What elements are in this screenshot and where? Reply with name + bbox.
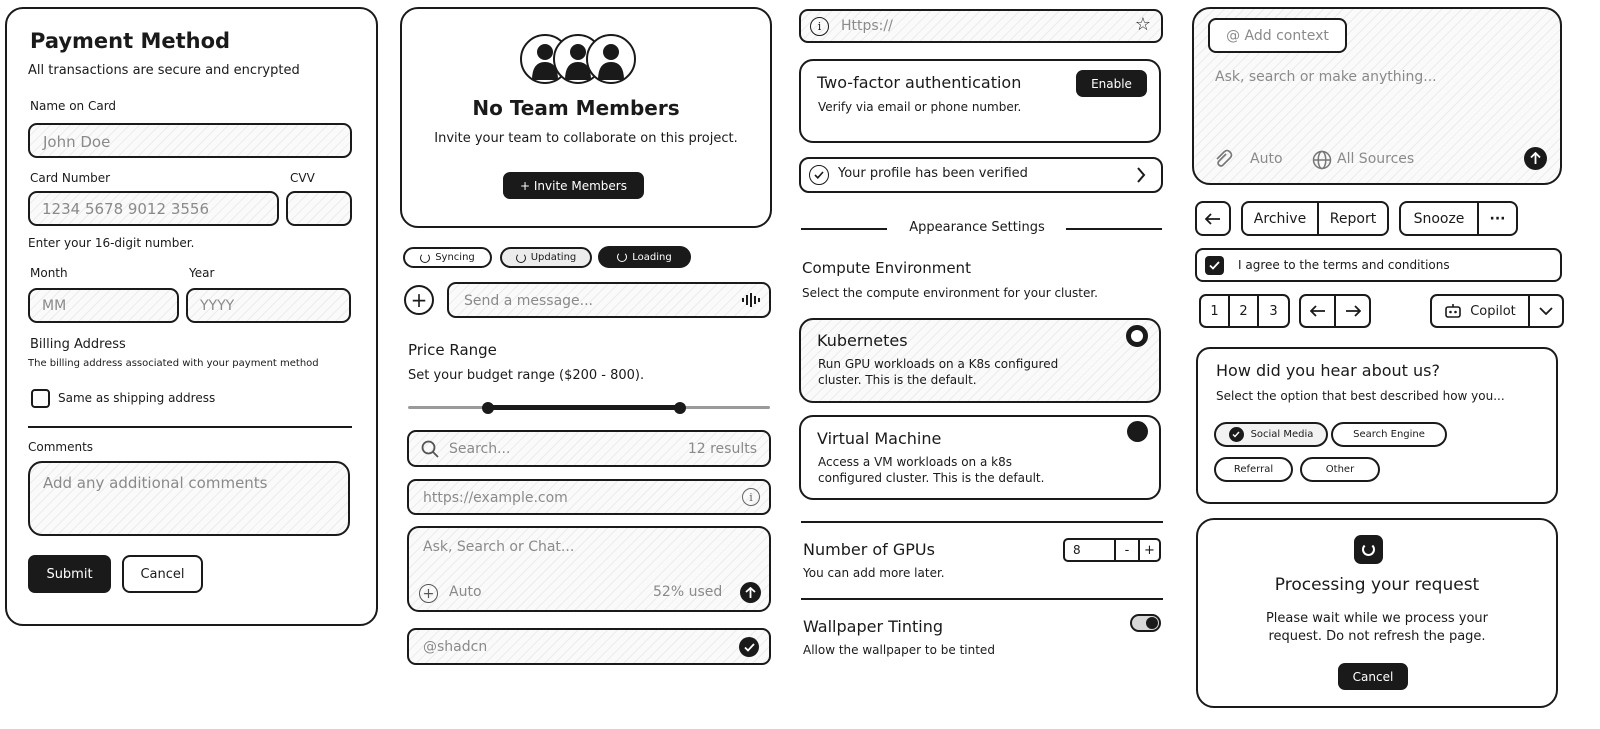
billing-title: Billing Address <box>30 337 126 352</box>
gpu-count-value[interactable]: 8 <box>1073 543 1081 557</box>
year-input[interactable] <box>186 288 351 323</box>
message-input[interactable] <box>447 282 771 318</box>
payment-subtitle: All transactions are secure and encrypted <box>28 63 300 78</box>
same-as-shipping-checkbox[interactable] <box>31 389 50 408</box>
survey-option-other[interactable] <box>1300 457 1380 482</box>
month-label: Month <box>30 266 68 280</box>
slider-thumb-min[interactable] <box>482 402 494 414</box>
wallpaper-tinting-desc: Allow the wallpaper to be tinted <box>803 643 995 657</box>
search-icon <box>421 440 439 458</box>
name-label: Name on Card <box>30 99 117 113</box>
team-empty-title: No Team Members <box>472 96 680 120</box>
compute-environment-desc: Select the compute environment for your cluster. <box>802 286 1098 300</box>
url-bar[interactable] <box>799 9 1163 43</box>
gpu-count-desc: You can add more later. <box>803 566 945 580</box>
processing-desc-line2: request. Do not refresh the page. <box>1268 629 1486 644</box>
toggle-knob <box>1146 617 1158 629</box>
back-button[interactable] <box>1195 201 1231 236</box>
card-number-label: Card Number <box>30 171 111 185</box>
slider-thumb-max[interactable] <box>674 402 686 414</box>
two-factor-desc: Verify via email or phone number. <box>818 100 1022 114</box>
appearance-settings-label: Appearance Settings <box>909 220 1045 235</box>
status-badge-updating <box>500 247 592 268</box>
archive-button[interactable]: Archive <box>1243 203 1319 234</box>
price-range-slider[interactable] <box>408 400 770 416</box>
billing-desc: The billing address associated with your payment method <box>28 358 319 369</box>
url-bar-placeholder: Https:// <box>841 18 893 34</box>
enable-2fa-button[interactable]: Enable <box>1076 70 1147 97</box>
processing-cancel-button[interactable]: Cancel <box>1338 663 1408 690</box>
invite-members-button[interactable]: + Invite Members <box>503 172 644 199</box>
voice-waveform-icon[interactable] <box>741 292 763 308</box>
chat-usage: 52% used <box>653 584 723 600</box>
slider-range-fill <box>488 405 680 410</box>
same-as-shipping-label: Same as shipping address <box>58 391 216 405</box>
survey-desc: Select the option that best described how you... <box>1216 389 1505 403</box>
status-badge-loading <box>598 246 691 268</box>
card-number-hint: Enter your 16-digit number. <box>28 236 195 250</box>
chevron-down-icon <box>1539 307 1553 315</box>
year-placeholder: YYYY <box>200 298 235 314</box>
prev-next-group <box>1299 294 1371 328</box>
url-input[interactable] <box>407 479 771 515</box>
send-arrow-icon[interactable] <box>1524 147 1547 170</box>
radio-button-unselected[interactable] <box>1126 325 1148 347</box>
survey-option-label: Social Media <box>1250 429 1314 440</box>
message-placeholder: Send a message... <box>464 293 594 309</box>
option-desc-line2: cluster. This is the default. <box>818 373 977 387</box>
price-range-desc: Set your budget range ($200 - 800). <box>408 368 645 383</box>
next-button[interactable] <box>1336 296 1369 326</box>
wallpaper-tinting-title: Wallpaper Tinting <box>803 617 943 636</box>
processing-desc-line1: Please wait while we process your <box>1265 611 1489 626</box>
option-desc-line2: configured cluster. This is the default. <box>818 471 1045 485</box>
price-range-title: Price Range <box>408 341 497 359</box>
card-number-input[interactable] <box>28 191 279 226</box>
arrow-right-icon <box>1345 305 1361 317</box>
add-icon[interactable]: + <box>419 584 438 603</box>
loading-spinner-icon <box>1354 535 1383 564</box>
survey-option-label: Other <box>1325 464 1355 475</box>
month-placeholder: MM <box>42 298 67 314</box>
previous-button[interactable] <box>1301 296 1336 326</box>
compute-environment-title: Compute Environment <box>802 259 971 277</box>
check-circle-icon <box>1229 427 1244 442</box>
year-label: Year <box>189 266 215 280</box>
prompt-sources[interactable]: All Sources <box>1337 151 1415 167</box>
processing-title: Processing your request <box>1274 575 1480 595</box>
snooze-button[interactable]: Snooze <box>1401 203 1479 234</box>
option-desc-line1: Access a VM workloads on a k8s <box>818 455 1012 469</box>
prompt-mode[interactable]: Auto <box>1250 151 1283 167</box>
submit-button[interactable]: Submit <box>28 555 111 593</box>
arrow-left-icon <box>1310 305 1326 317</box>
gpu-decrement-button[interactable]: - <box>1114 540 1138 560</box>
card-number-placeholder: 1234 5678 9012 3556 <box>42 200 209 218</box>
copilot-dropdown-button[interactable] <box>1530 296 1562 326</box>
payment-divider <box>28 426 352 428</box>
search-field[interactable] <box>407 430 771 467</box>
username-value: @shadcn <box>423 639 488 655</box>
terms-label: I agree to the terms and conditions <box>1238 258 1450 272</box>
option-title: Kubernetes <box>817 331 908 350</box>
survey-option-referral[interactable] <box>1214 457 1293 482</box>
team-avatars-icon <box>519 32 637 86</box>
cvv-input[interactable] <box>286 191 352 226</box>
name-on-card-input[interactable] <box>28 123 352 158</box>
status-badge-label: Loading <box>632 251 672 263</box>
chat-placeholder: Ask, Search or Chat... <box>423 539 575 555</box>
copilot-split-button <box>1430 294 1564 328</box>
two-factor-title: Two-factor authentication <box>817 73 1022 92</box>
search-placeholder: Search... <box>449 441 511 457</box>
pagination <box>1199 294 1290 328</box>
option-desc-line1: Run GPU workloads on a K8s configured <box>818 357 1059 371</box>
add-context-chip[interactable] <box>1208 18 1347 53</box>
spinner-icon <box>420 253 430 263</box>
url-placeholder: https://example.com <box>423 490 568 506</box>
snooze-group <box>1399 201 1518 236</box>
more-options-button[interactable]: ··· <box>1489 210 1506 227</box>
payment-title: Payment Method <box>30 29 231 53</box>
check-circle-icon <box>739 637 759 657</box>
paperclip-icon[interactable] <box>1213 149 1233 169</box>
globe-icon <box>1312 150 1332 170</box>
star-icon[interactable]: ☆ <box>1134 14 1151 35</box>
radio-button-selected[interactable] <box>1127 421 1148 442</box>
appearance-divider-right <box>1066 228 1162 230</box>
status-badge-label: Syncing <box>435 252 475 263</box>
check-badge-icon <box>809 165 829 185</box>
gpu-count-title: Number of GPUs <box>803 540 935 559</box>
survey-title: How did you hear about us? <box>1216 361 1440 380</box>
cancel-button[interactable]: Cancel <box>122 555 203 593</box>
survey-option-social-media[interactable] <box>1214 422 1328 447</box>
prompt-placeholder: Ask, search or make anything... <box>1215 69 1437 85</box>
option-title: Virtual Machine <box>817 429 942 448</box>
page-2-button[interactable]: 2 <box>1230 296 1259 326</box>
copilot-label: Copilot <box>1470 303 1516 319</box>
profile-verified-text: Your profile has been verified <box>838 166 1028 181</box>
info-icon[interactable]: i <box>742 488 760 506</box>
spinner-icon <box>516 253 526 263</box>
survey-option-label: Referral <box>1233 464 1274 475</box>
status-badge-syncing <box>403 247 492 268</box>
comments-label: Comments <box>28 440 94 454</box>
gpu-divider <box>801 521 1163 523</box>
status-badge-label: Updating <box>530 252 577 263</box>
page-3-button[interactable]: 3 <box>1269 303 1278 319</box>
report-button[interactable]: Report <box>1329 210 1377 227</box>
username-input[interactable] <box>407 628 771 665</box>
wallpaper-tinting-toggle[interactable] <box>1130 614 1161 632</box>
send-arrow-icon[interactable] <box>740 582 761 603</box>
bot-icon <box>1444 303 1462 319</box>
add-context-label: @ Add context <box>1226 27 1329 44</box>
comments-textarea[interactable] <box>28 461 350 536</box>
spinner-icon <box>617 252 627 262</box>
cvv-label: CVV <box>290 171 315 185</box>
add-attachment-button[interactable]: + <box>404 285 434 315</box>
search-results-count: 12 results <box>687 441 757 457</box>
survey-option-label: Search Engine <box>1353 429 1425 440</box>
arrow-left-icon <box>1205 213 1221 225</box>
info-icon: i <box>810 17 829 36</box>
archive-report-group <box>1241 201 1389 236</box>
name-placeholder: John Doe <box>43 133 111 151</box>
copilot-button[interactable] <box>1432 296 1530 326</box>
gpu-stepper[interactable] <box>1063 538 1161 562</box>
chevron-right-icon <box>1136 167 1146 183</box>
team-empty-desc: Invite your team to collaborate on this project. <box>434 131 738 146</box>
chat-input[interactable] <box>407 526 771 612</box>
comments-placeholder: Add any additional comments <box>43 474 268 492</box>
page-1-button[interactable]: 1 <box>1201 296 1230 326</box>
appearance-divider-left <box>801 228 887 230</box>
survey-option-search-engine[interactable] <box>1331 422 1447 447</box>
chat-mode[interactable]: Auto <box>449 584 482 600</box>
wallpaper-divider <box>801 598 1163 600</box>
gpu-increment-button[interactable]: + <box>1138 540 1159 560</box>
month-input[interactable] <box>28 288 179 323</box>
terms-checkbox[interactable] <box>1205 256 1224 275</box>
